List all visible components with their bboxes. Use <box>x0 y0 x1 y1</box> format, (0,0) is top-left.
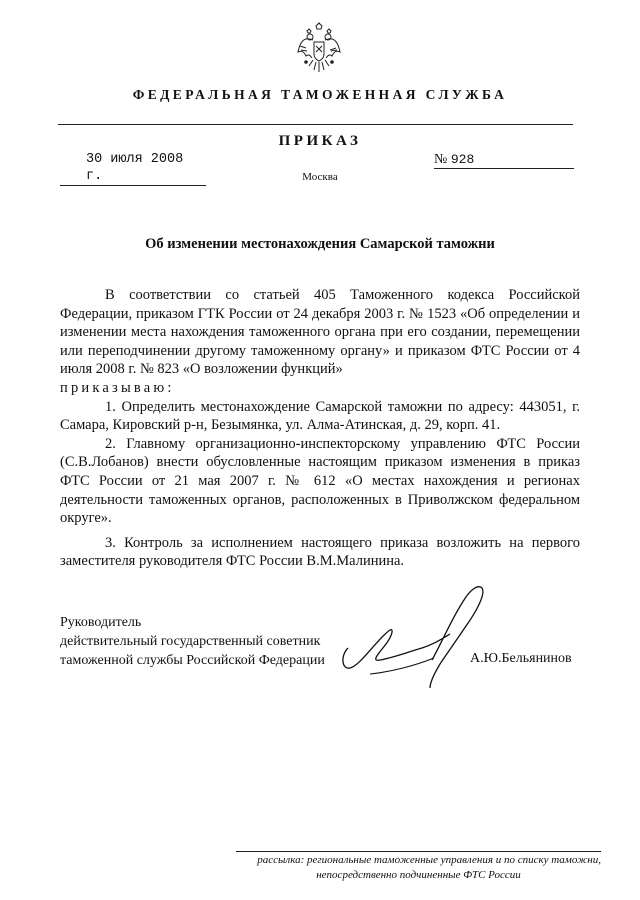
signatory-title-1: Руководитель <box>60 615 142 630</box>
body-item-3: 3. Контроль за исполнением настоящего приказа возложить на первого заместителя руководителя ФТС России В.М.Малинина. <box>60 534 580 570</box>
number-prefix: № <box>434 152 448 167</box>
body-preamble: В соответствии со статьей 405 Таможенного кодекса Российской Федерации, приказом ГТК России от 24 декабря 2003 г. № 1523 «Об определении и изменении места нахождения таможенного органа при его создании, перемещении или переподчинении другому таможенному органу» и приказом ФТС России от 4 июля 2008 г. № 823 «О возложении функций» <box>60 287 580 378</box>
order-date: 30 июля 2008 г. <box>60 151 206 186</box>
order-subject: Об изменении местонахождения Самарской таможни <box>145 236 495 252</box>
order-word: приказываю: <box>60 379 175 396</box>
body-item-1: 1. Определить местонахождение Самарской таможни по адресу: 443051, г. Самара, Кировский р-н, Безымянка, ул. Алма-Атинская, д. 29, корп. 41. <box>60 398 580 434</box>
order-number <box>434 151 574 169</box>
order-city: Москва <box>302 171 338 183</box>
number-value: 928 <box>450 152 475 167</box>
signatory-title-2: действительный государственный советник <box>60 634 321 649</box>
signatory-name: А.Ю.Бельянинов <box>470 651 572 666</box>
order-body <box>60 286 580 571</box>
document-type: ПРИКАЗ <box>278 133 362 149</box>
mailing-divider <box>236 851 601 852</box>
mailing-list-note <box>236 851 601 883</box>
handwritten-signature <box>330 578 500 698</box>
header-divider <box>58 124 573 125</box>
signatory-title-3: таможенной службы Российской Федерации <box>60 653 325 668</box>
agency-name: ФЕДЕРАЛЬНАЯ ТАМОЖЕННАЯ СЛУЖБА <box>132 87 508 102</box>
mailing-line-2: непосредственно подчиненные ФТС России <box>316 869 521 881</box>
mailing-line-1: рассылка: региональные таможенные управления и по списку таможни, <box>257 854 601 866</box>
double-headed-eagle-emblem-icon <box>296 22 342 76</box>
body-item-2: 2. Главному организационно-инспекторскому управлению ФТС России (С.В.Лобанов) внести обусловленные настоящим приказом изменения в приказ ФТС России от 21 мая 2007 г. № 612 «О местах нахождения и регионах деятельности таможенных органов, расположенных в Приволжском федеральном округе». <box>60 435 580 527</box>
signatory-titles <box>60 613 325 670</box>
